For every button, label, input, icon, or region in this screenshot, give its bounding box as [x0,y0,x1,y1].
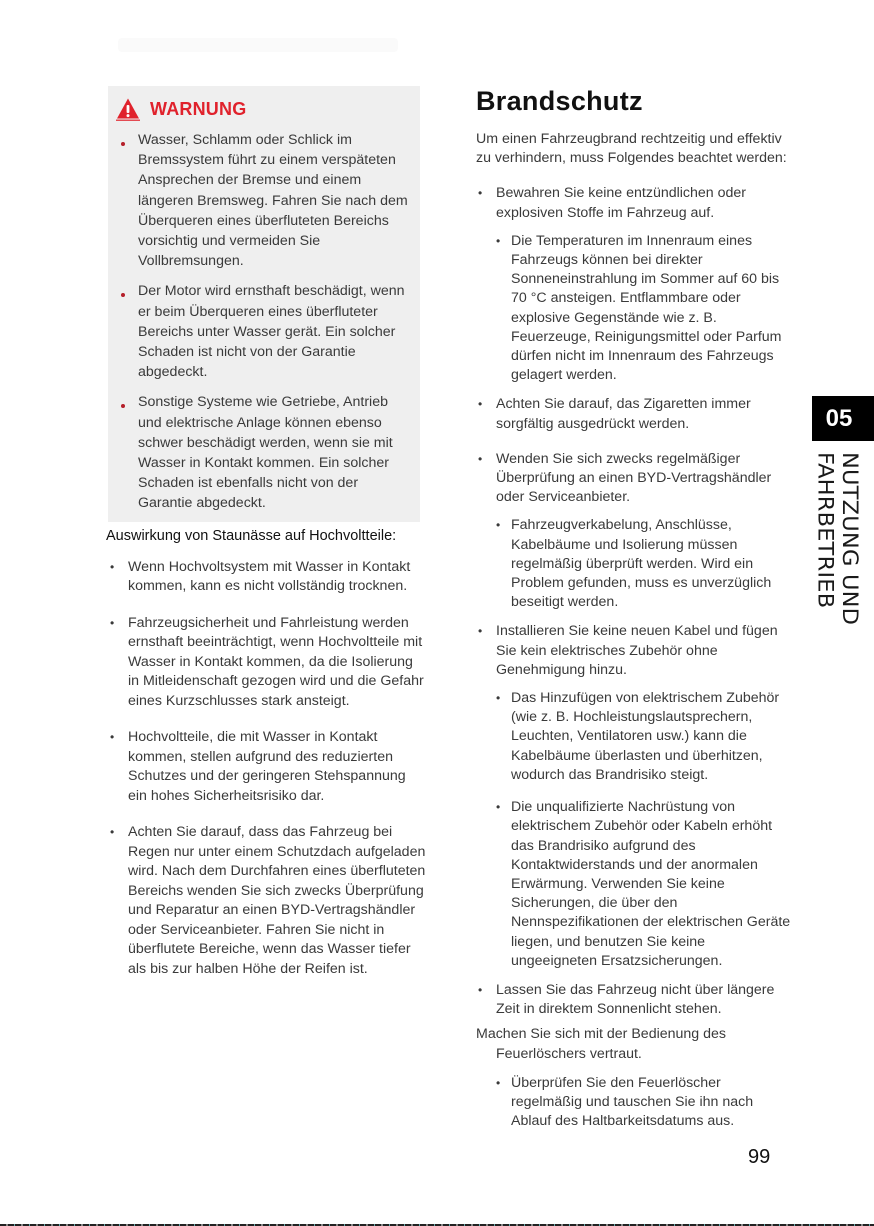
bullet-icon: • [496,800,501,815]
hv-item: • Wenn Hochvoltsystem mit Wasser in Kontakt kommen, kann es nicht vollständig trocknen. [110,558,411,595]
bullet-icon: • [110,730,115,745]
fire-subitem: • Fahrzeugverkabelung, Anschlüsse, Kabelbäume und Isolierung müssen regelmäßig überprüft werden. Wird ein Problem gefunden, muss es unverzüglich beseitigt werden. [496,517,772,611]
bullet-icon: • [496,518,501,533]
bullet-icon: • [110,825,115,840]
bullet-dot-icon [121,142,125,146]
bullet-icon: • [496,1075,501,1090]
warning-item: Sonstige Systeme wie Getriebe, Antrieb und elektrische Anlage können ebenso schwer beschädigt werden, wenn sie mit Wasser in Kontakt kommen. Ein solcher Schaden ist ebenfalls nicht von der Garantie abgedeckt. [116,392,410,513]
chapter-number-tab: 05 [812,396,874,441]
bullet-icon: • [496,233,501,248]
warning-title: WARNUNG [150,98,247,119]
warning-item: Der Motor wird ernsthaft beschädigt, wenn er beim Überqueren eines überfluteter Bereichs unter Wasser gerät. Ein solcher Schaden ist nicht von der Garantie abgedeckt. [116,281,410,382]
fire-sublist [496,689,794,971]
hv-item: • Fahrzeugsicherheit und Fahrleistung werden ernsthaft beeinträchtigt, wenn Hochvoltteile mit Wasser in Kontakt kommen, da die Isolierung in Mitleidenschaft gezogen wird und die Gefahr eines Kurzschlusses stark ansteigt. [110,614,424,709]
hv-section-heading: Auswirkung von Staunässe auf Hochvoltteile: [106,527,397,544]
fire-item: • Lassen Sie das Fahrzeug nicht über längere Zeit in direktem Sonnenlicht stehen. [478,981,775,1018]
fire-item: • Installieren Sie keine neuen Kabel und fügen Sie kein elektrisches Zubehör ohne Genehmigung hinzu. • Das Hinzufügen von elektrischem Zubehör (wie z. B. Hochleistungslautsprechern, Leuchten, Ventilatoren usw.) kann die Kabelbäume überlasten und überhitzen, wodurch das Brandrisiko steigt. • Die unqualifizierte Nachrüstung von elektrischem Zubehör oder Kabeln erhöht das Brandrisiko aufgrund des Kontaktwiderstands und der anormalen Erwärmung. Verwenden Sie keine Sicherungen, die über den Nennspezifikationen der elektrischen Geräte liegen, und benutzen Sie keine ungeeigneten Ersatzsicherungen. [476,622,794,970]
bullet-dot-icon [121,404,125,408]
hv-item: • Hochvoltteile, die mit Wasser in Kontakt kommen, stellen aufgrund des reduzierten Schutzes und der geringeren Stehspannung ein hohes Sicherheitsrisiko dar. [110,729,406,804]
fire-item: • Achten Sie darauf, das Zigaretten immer sorgfältig ausgedrückt werden. [478,396,751,432]
bullet-icon: • [496,691,501,706]
fire-sublist [496,516,794,612]
warning-header [116,92,410,126]
warning-triangle-icon [116,97,140,121]
bullet-icon: • [110,559,115,574]
fire-subitem: • Die unqualifizierte Nachrüstung von elektrischem Zubehör oder Kabeln erhöht das Brandrisiko aufgrund des Kontaktwiderstands und der anormalen Erwärmung. Verwenden Sie keine Sicherungen, die über den Nennspezifikationen der elektrischen Geräte liegen, und benutzen Sie keine ungeeigneten Ersatzsicherungen. [496,799,791,969]
bullet-icon: • [478,982,483,997]
bullet-icon: • [478,186,483,201]
chapter-title-vertical: NUTZUNG UND FAHRBETRIEB [812,452,862,626]
fire-subitem: • Das Hinzufügen von elektrischem Zubehör (wie z. B. Hochleistungslautsprechern, Leuchten, Ventilatoren usw.) kann die Kabelbäume überlasten und überhitzen, wodurch das Brandrisiko steigt. [496,690,780,783]
hv-list [108,558,426,980]
extinguisher-paragraph: Machen Sie sich mit der Bedienung des Feuerlöschers vertraut. [476,1026,726,1062]
warning-list [116,130,410,514]
section-title: Brandschutz [476,86,643,116]
bullet-icon: • [478,397,483,412]
right-column [476,86,794,1140]
fire-subitem: • Die Temperaturen im Innenraum eines Fahrzeugs können bei direkter Sonneneinstrahlung im Sommer auf 60 bis 70 °C ansteigen. Entflammbare oder explosive Gegenstände wie z. B. Feuerzeuge, Reinigungsmittel oder Parfum dürfen nicht im Innenraum des Fahrzeugs gelagert werden. [496,232,782,384]
bullet-icon: • [478,451,483,466]
bullet-dot-icon [121,293,125,297]
bullet-icon: • [478,624,483,639]
section-intro: Um einen Fahrzeugbrand rechtzeitig und effektiv zu verhindern, muss Folgendes beachtet werden: [476,131,787,167]
fire-list [476,184,794,1019]
page-number: 99 [748,1146,771,1168]
faded-header-artifact [118,38,398,52]
fire-subitem: • Überprüfen Sie den Feuerlöscher regelmäßig und tauschen Sie ihn nach Ablauf des Haltbarkeitsdatums aus. [496,1074,754,1130]
extinguisher-sublist [496,1074,794,1132]
hv-item: • Achten Sie darauf, dass das Fahrzeug bei Regen nur unter einem Schutzdach aufgeladen wird. Nach dem Durchfahren eines überfluteten Bereichs wenden Sie sich zwecks Überprüfung und Reparatur an einen BYD-Vertragshändler oder Serviceanbieter. Fahren Sie nicht in überflutete Bereiche, wenn das Wasser tiefer als bis zur halben Höhe der Reifen ist. [110,824,426,977]
warning-item: Wasser, Schlamm oder Schlick im Bremssystem führt zu einem verspäteten Ansprechen der Bremse und einem längeren Bremsweg. Fahren Sie nach dem Überqueren eines überfluteten Bereichs vorsichtig und vermeiden Sie Vollbremsungen. [116,130,410,271]
warning-box [108,86,420,522]
fire-item: • Bewahren Sie keine entzündlichen oder explosiven Stoffe im Fahrzeug auf. • Die Temperaturen im Innenraum eines Fahrzeugs können bei direkter Sonneneinstrahlung im Sommer auf 60 bis 70 °C ansteigen. Entflammbare oder explosive Gegenstände wie z. B. Feuerzeuge, Reinigungsmittel oder Parfum dürfen nicht im Innenraum des Fahrzeugs gelagert werden. [476,184,794,385]
bullet-icon: • [110,615,115,630]
fire-sublist [496,232,794,386]
fire-item: • Wenden Sie sich zwecks regelmäßiger Überprüfung an einen BYD-Vertragshändler oder Serviceanbieter. • Fahrzeugverkabelung, Anschlüsse, Kabelbäume und Isolierung müssen regelmäßig überprüft werden. Wird ein Problem gefunden, muss es unverzüglich beseitigt werden. [476,450,794,613]
left-column [108,86,426,996]
